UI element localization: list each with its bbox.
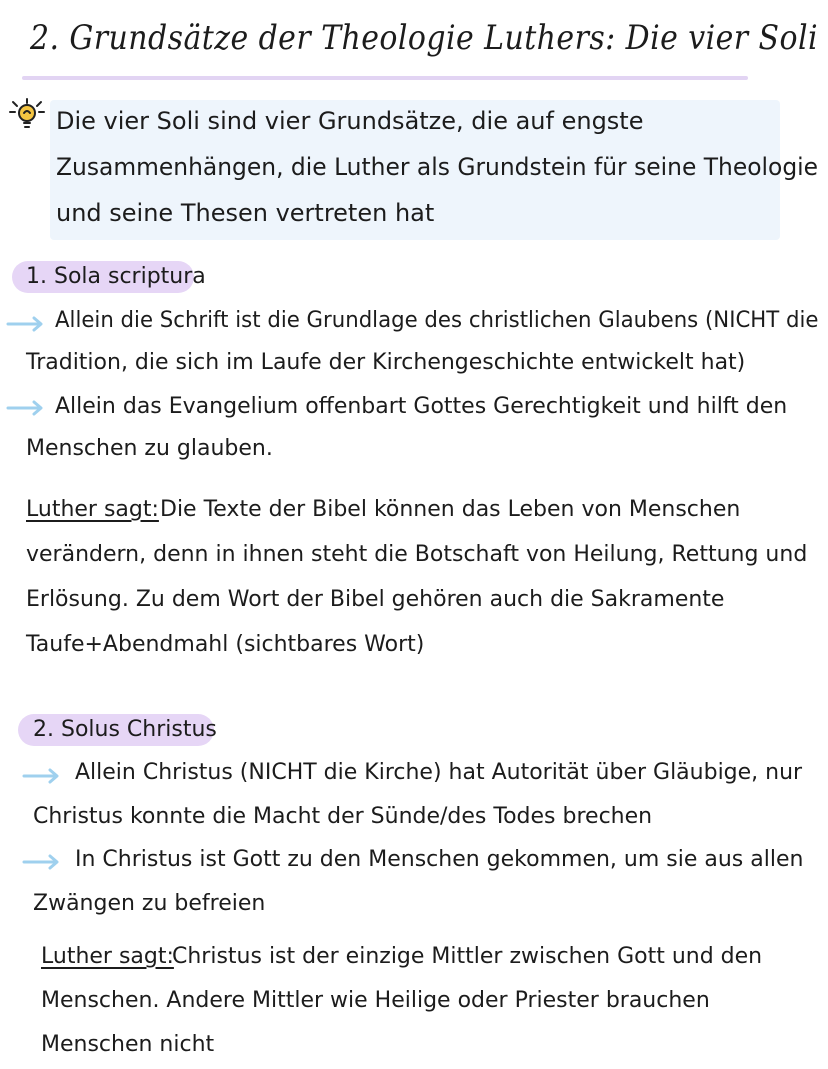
text-line: Erlösung. Zu dem Wort der Bibel gehören auch die Sakramente <box>26 587 725 612</box>
text-line: Tradition, die sich im Laufe der Kirchengeschichte entwickelt hat) <box>26 350 746 375</box>
text-line: Zwängen zu befreien <box>33 891 266 916</box>
text-line: Allein die Schrift ist die Grundlage des christlichen Glaubens (NICHT die <box>55 308 819 333</box>
intro-line: Die vier Soli sind vier Grundsätze, die auf engste <box>56 107 644 135</box>
text-line: Menschen nicht <box>41 1032 215 1057</box>
quote-label: Luther sagt: <box>41 944 174 969</box>
text-line: verändern, denn in ihnen steht die Botschaft von Heilung, Rettung und <box>26 542 808 567</box>
text-line: Menschen. Andere Mittler wie Heilige oder Priester brauchen <box>41 988 710 1013</box>
arrow-right-icon <box>6 316 46 336</box>
quote-label: Luther sagt: <box>26 497 159 522</box>
arrow-right-icon <box>22 768 62 788</box>
text-line: Allein das Evangelium offenbart Gottes Gerechtigkeit und hilft den <box>55 394 788 419</box>
intro-line: Zusammenhängen, die Luther als Grundstein für seine Theologie <box>56 153 819 181</box>
section-heading-solus-christus: 2. Solus Christus <box>33 717 217 742</box>
text-line: Christus ist der einzige Mittler zwischen Gott und den <box>172 944 763 969</box>
text-line: Die Texte der Bibel können das Leben von Menschen <box>160 497 741 522</box>
intro-line: und seine Thesen vertreten hat <box>56 199 435 227</box>
title-underline <box>22 76 748 80</box>
text-line: In Christus ist Gott zu den Menschen gekommen, um sie aus allen <box>75 847 804 872</box>
page-title: 2. Grundsätze der Theologie Luthers: Die vier Soli <box>30 18 818 58</box>
arrow-right-icon <box>6 400 46 420</box>
section-heading-sola-scriptura: 1. Sola scriptura <box>26 264 206 289</box>
lightbulb-icon <box>6 98 48 138</box>
text-line: Menschen zu glauben. <box>26 436 273 461</box>
text-line: Christus konnte die Macht der Sünde/des Todes brechen <box>33 804 653 829</box>
text-line: Allein Christus (NICHT die Kirche) hat Autorität über Gläubige, nur <box>75 760 803 785</box>
text-line: Taufe+Abendmahl (sichtbares Wort) <box>26 632 425 657</box>
arrow-right-icon <box>22 854 62 874</box>
